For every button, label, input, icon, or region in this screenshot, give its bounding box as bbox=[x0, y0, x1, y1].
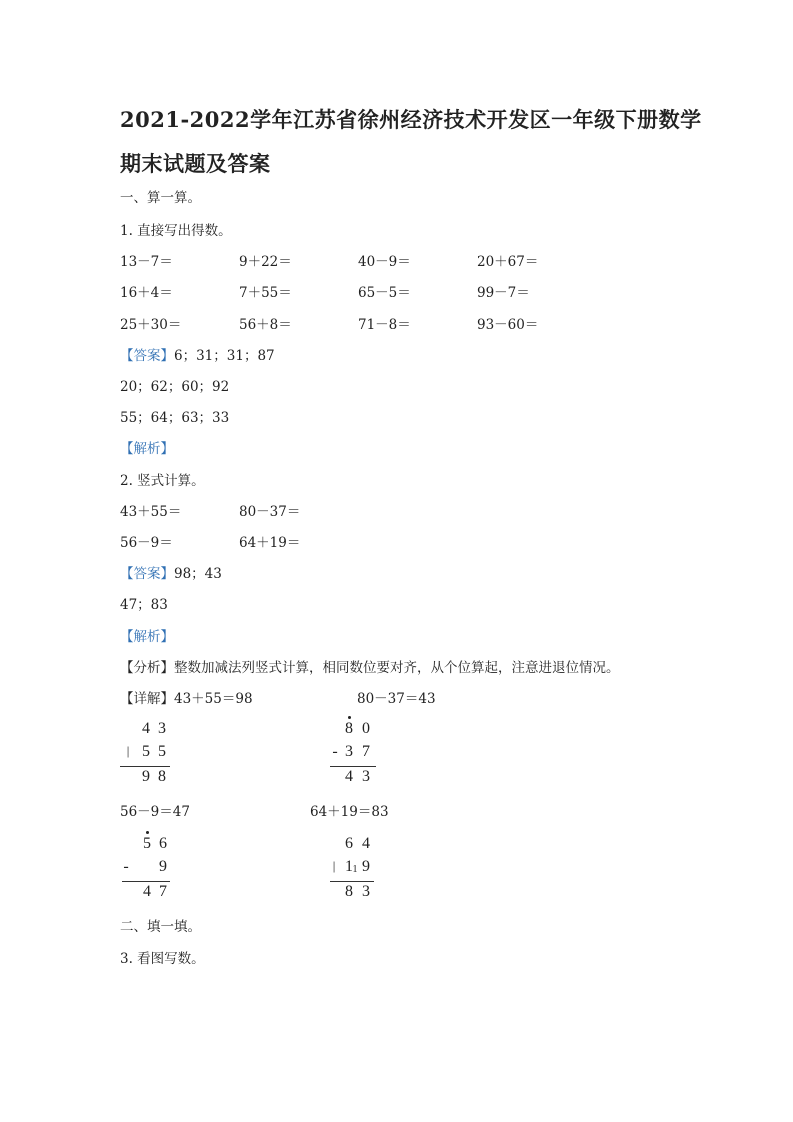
q1-problem: 65－5＝ bbox=[358, 285, 411, 301]
q1-problem: 99－7＝ bbox=[477, 285, 530, 301]
digit: 3 bbox=[345, 743, 353, 760]
q1-problem: 25＋30＝ bbox=[120, 317, 182, 333]
digit: 7 bbox=[362, 743, 370, 760]
digit: 3 bbox=[158, 720, 166, 737]
borrow-dot bbox=[146, 831, 149, 834]
digit: 5 bbox=[142, 743, 150, 760]
section-heading-2: 二、填一填。 bbox=[120, 919, 201, 935]
digit: 6 bbox=[345, 835, 353, 852]
detail-eq: 80－37＝43 bbox=[357, 691, 436, 707]
digit: 1 bbox=[345, 858, 353, 875]
digit: 4 bbox=[345, 768, 353, 785]
digit: 8 bbox=[158, 768, 166, 785]
minus-sign: - bbox=[123, 858, 129, 875]
q1-problem: 13－7＝ bbox=[120, 254, 173, 270]
digit: 6 bbox=[159, 835, 167, 852]
detail-tag: 【详解】 bbox=[120, 691, 174, 707]
q2-answer bbox=[120, 562, 222, 582]
minus-sign: - bbox=[332, 743, 338, 760]
q2-problem: 80－37＝ bbox=[239, 504, 301, 520]
digit: 8 bbox=[345, 883, 353, 900]
carry-digit: 1 bbox=[352, 864, 358, 875]
sum-line bbox=[330, 766, 376, 767]
q1-problem: 16＋4＝ bbox=[120, 285, 173, 301]
q1-problem: 20＋67＝ bbox=[477, 254, 539, 270]
q1-problem: 9＋22＝ bbox=[239, 254, 292, 270]
digit: 4 bbox=[142, 720, 150, 737]
section-heading-1: 一、算一算。 bbox=[120, 190, 201, 206]
digit: 0 bbox=[362, 720, 370, 737]
digit: 5 bbox=[158, 743, 166, 760]
answer-tag: 【答案】 bbox=[120, 348, 174, 364]
q1-answer bbox=[120, 344, 275, 364]
q1-problem: 56＋8＝ bbox=[239, 317, 292, 333]
fenxi-text: 整数加减法列竖式计算，相同数位要对齐，从个位算起，注意进退位情况。 bbox=[174, 660, 620, 676]
digit: 4 bbox=[362, 835, 370, 852]
q1-analysis-tag: 【解析】 bbox=[120, 441, 174, 457]
digit: 5 bbox=[143, 835, 151, 852]
answer-text: 6；31；31；87 bbox=[174, 348, 275, 364]
detail-eq: 64＋19＝83 bbox=[310, 804, 389, 820]
question-3-label: 3. 看图写数。 bbox=[120, 951, 205, 967]
digit: 9 bbox=[159, 858, 167, 875]
question-1-label: 1. 直接写出得数。 bbox=[120, 223, 232, 239]
q1-problem: 40－9＝ bbox=[358, 254, 411, 270]
answer-text: 98；43 bbox=[174, 566, 222, 582]
detail-eq: 43＋55＝98 bbox=[174, 691, 253, 707]
q1-answer-line: 20；62；60；92 bbox=[120, 379, 230, 395]
q1-answer-line: 55；64；63；33 bbox=[120, 410, 230, 426]
page-title-line1: 2021-2022学年江苏省徐州经济技术开发区一年级下册数学 bbox=[120, 107, 702, 132]
q1-problem: 7＋55＝ bbox=[239, 285, 292, 301]
digit: 3 bbox=[362, 883, 370, 900]
digit: 8 bbox=[345, 720, 353, 737]
sum-line bbox=[122, 881, 170, 882]
page-title-line2: 期末试题及答案 bbox=[120, 151, 271, 176]
borrow-dot bbox=[348, 716, 351, 719]
detail-eq: 56－9＝47 bbox=[120, 804, 190, 820]
q2-problem: 43＋55＝ bbox=[120, 504, 182, 520]
answer-tag: 【答案】 bbox=[120, 566, 174, 582]
fenxi-tag: 【分析】 bbox=[120, 660, 174, 676]
plus-sign: | bbox=[332, 858, 336, 873]
q2-analysis-tag: 【解析】 bbox=[120, 629, 174, 645]
q2-detail bbox=[120, 687, 253, 707]
digit: 9 bbox=[362, 858, 370, 875]
digit: 3 bbox=[362, 768, 370, 785]
q1-problem: 71－8＝ bbox=[358, 317, 411, 333]
plus-sign: | bbox=[126, 743, 130, 758]
sum-line bbox=[120, 766, 170, 767]
q2-answer-line: 47；83 bbox=[120, 597, 168, 613]
q2-problem: 56－9＝ bbox=[120, 535, 173, 551]
q1-problem: 93－60＝ bbox=[477, 317, 539, 333]
digit: 4 bbox=[143, 883, 151, 900]
question-2-label: 2. 竖式计算。 bbox=[120, 473, 205, 489]
q2-problem: 64＋19＝ bbox=[239, 535, 301, 551]
digit: 7 bbox=[159, 883, 167, 900]
sum-line bbox=[330, 881, 374, 882]
q2-fenxi bbox=[120, 656, 620, 676]
digit: 9 bbox=[142, 768, 150, 785]
